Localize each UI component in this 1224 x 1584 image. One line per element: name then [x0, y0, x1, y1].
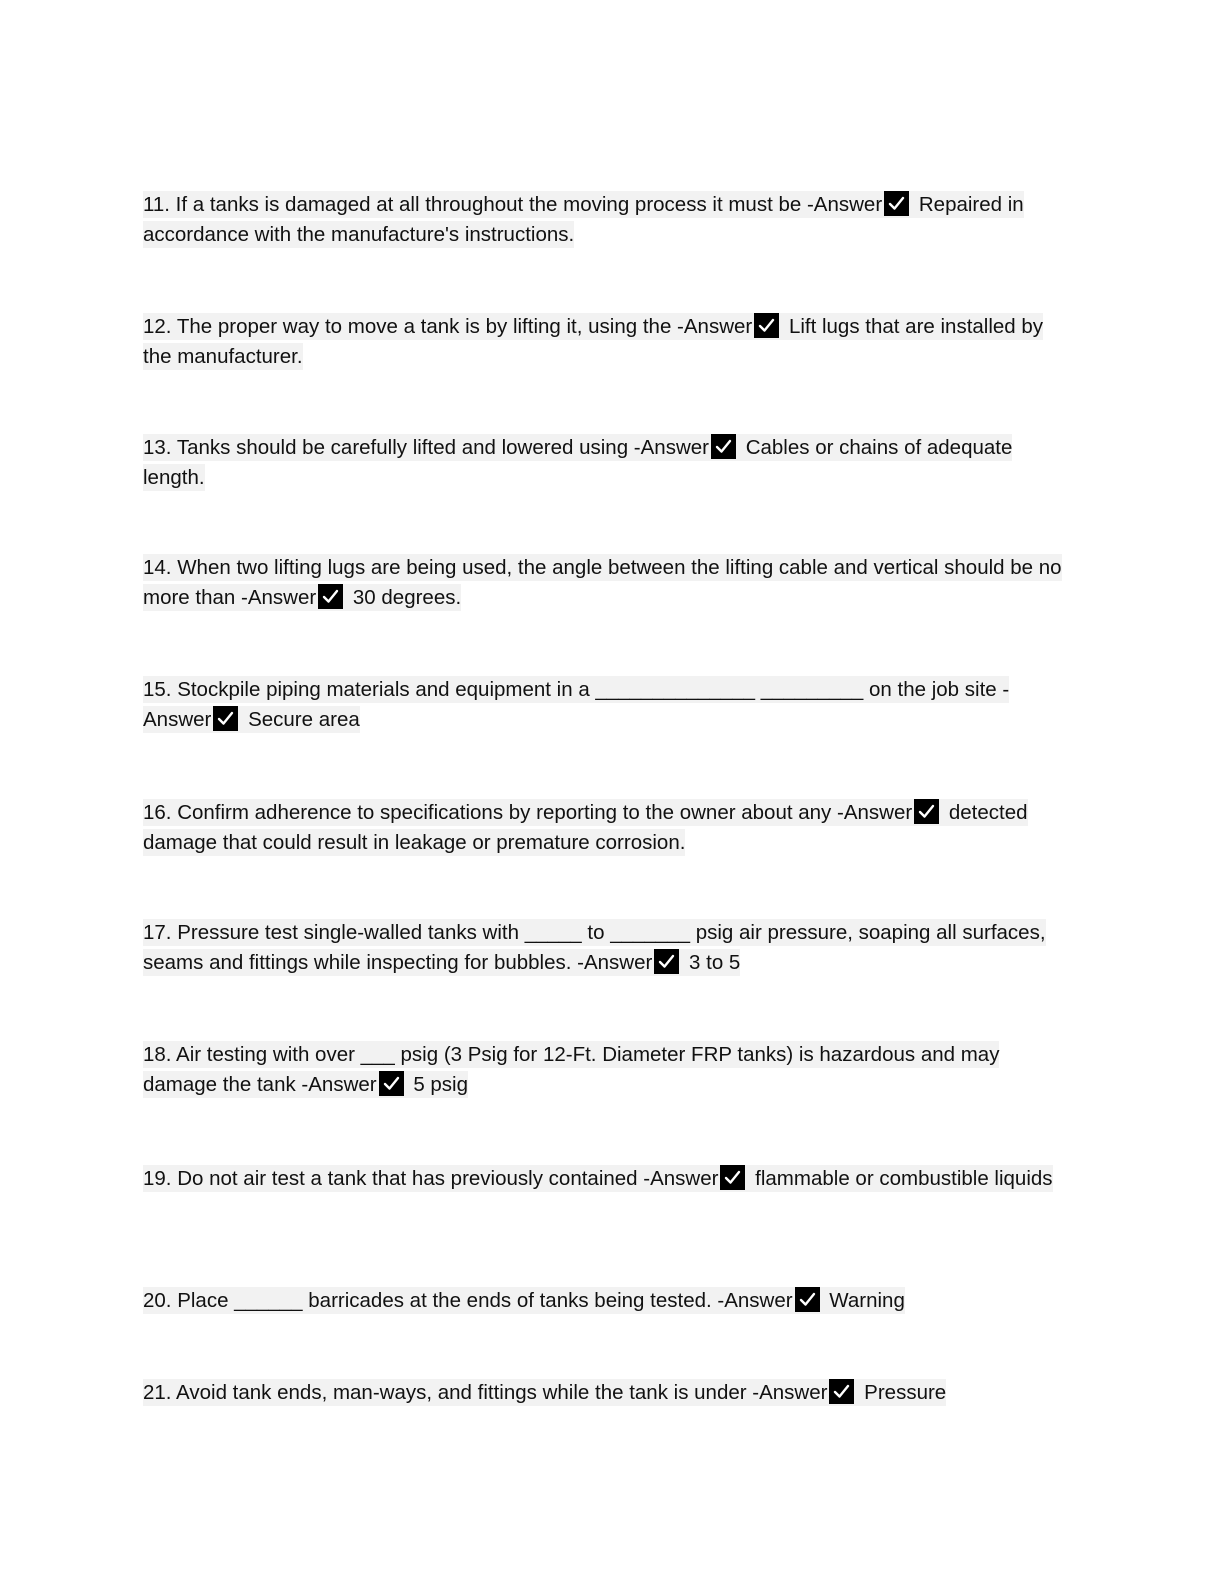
question-item: [143, 675, 1068, 735]
question-block: [143, 919, 1046, 976]
question-prompt: 21. Avoid tank ends, man-ways, and fittings while the tank is under -Answer: [143, 1381, 828, 1404]
question-block: [143, 313, 1043, 370]
check-mark-icon: [884, 191, 909, 216]
question-answer: Repaired in accordance with the manufacture's instructions.: [143, 193, 1024, 246]
question-item: [143, 553, 1068, 613]
question-block: [143, 554, 1062, 611]
question-item: [143, 798, 1068, 858]
question-block: [143, 1165, 1053, 1192]
question-prompt: 17. Pressure test single-walled tanks with _____ to _______ psig air pressure, soaping all surfaces, seams and fittings while inspecting for bubbles. -Answer: [143, 921, 1046, 974]
check-mark-icon: [829, 1379, 854, 1404]
question-block: [143, 1379, 946, 1406]
question-item: [143, 1286, 1068, 1316]
question-answer: 30 degrees.: [352, 586, 462, 609]
question-answer: 5 psig: [413, 1073, 469, 1096]
check-mark-icon: [213, 706, 238, 731]
question-item: [143, 1378, 1068, 1408]
question-answer: Lift lugs that are installed by the manufacturer.: [143, 315, 1044, 368]
question-item: [143, 1164, 1068, 1194]
check-mark-icon: [795, 1287, 820, 1312]
question-block: [143, 191, 1024, 248]
question-block: [143, 799, 1028, 856]
question-answer: detected damage that could result in leakage or premature corrosion.: [143, 801, 1028, 854]
question-item: [143, 190, 1068, 250]
check-mark-icon: [318, 584, 343, 609]
question-item: [143, 1040, 1068, 1100]
question-answer: 3 to 5: [689, 951, 741, 974]
check-mark-icon: [379, 1071, 404, 1096]
question-block: [143, 434, 1012, 491]
question-block: [143, 676, 1009, 733]
check-mark-icon: [914, 799, 939, 824]
question-item: [143, 433, 1068, 493]
question-answer: Cables or chains of adequate length.: [143, 436, 1013, 489]
question-item: [143, 312, 1068, 372]
question-prompt: 12. The proper way to move a tank is by lifting it, using the -Answer: [143, 315, 753, 338]
question-prompt: 15. Stockpile piping materials and equipment in a ______________ _________ on the job site -Answer: [143, 678, 1010, 731]
question-prompt: 11. If a tanks is damaged at all throughout the moving process it must be -Answer: [143, 193, 883, 216]
check-mark-icon: [754, 313, 779, 338]
question-prompt: 14. When two lifting lugs are being used, the angle between the lifting cable and vertical should be no more than -Answer: [143, 556, 1062, 609]
check-mark-icon: [654, 949, 679, 974]
question-item: [143, 918, 1068, 978]
check-mark-icon: [720, 1165, 745, 1190]
question-prompt: 16. Confirm adherence to specifications by reporting to the owner about any -Answer: [143, 801, 913, 824]
question-prompt: 18. Air testing with over ___ psig (3 Psig for 12-Ft. Diameter FRP tanks) is hazardous and may damage the tank -Answer: [143, 1043, 1000, 1096]
question-prompt: 13. Tanks should be carefully lifted and lowered using -Answer: [143, 436, 709, 459]
question-answer: Secure area: [248, 708, 360, 731]
question-prompt: 19. Do not air test a tank that has previously contained -Answer: [143, 1167, 719, 1190]
question-block: [143, 1041, 999, 1098]
question-answer: Pressure: [864, 1381, 947, 1404]
question-answer: Warning: [829, 1289, 905, 1312]
check-mark-icon: [711, 434, 736, 459]
question-block: [143, 1287, 905, 1314]
question-answer: flammable or combustible liquids: [755, 1167, 1053, 1190]
question-prompt: 20. Place ______ barricades at the ends of tanks being tested. -Answer: [143, 1289, 793, 1312]
